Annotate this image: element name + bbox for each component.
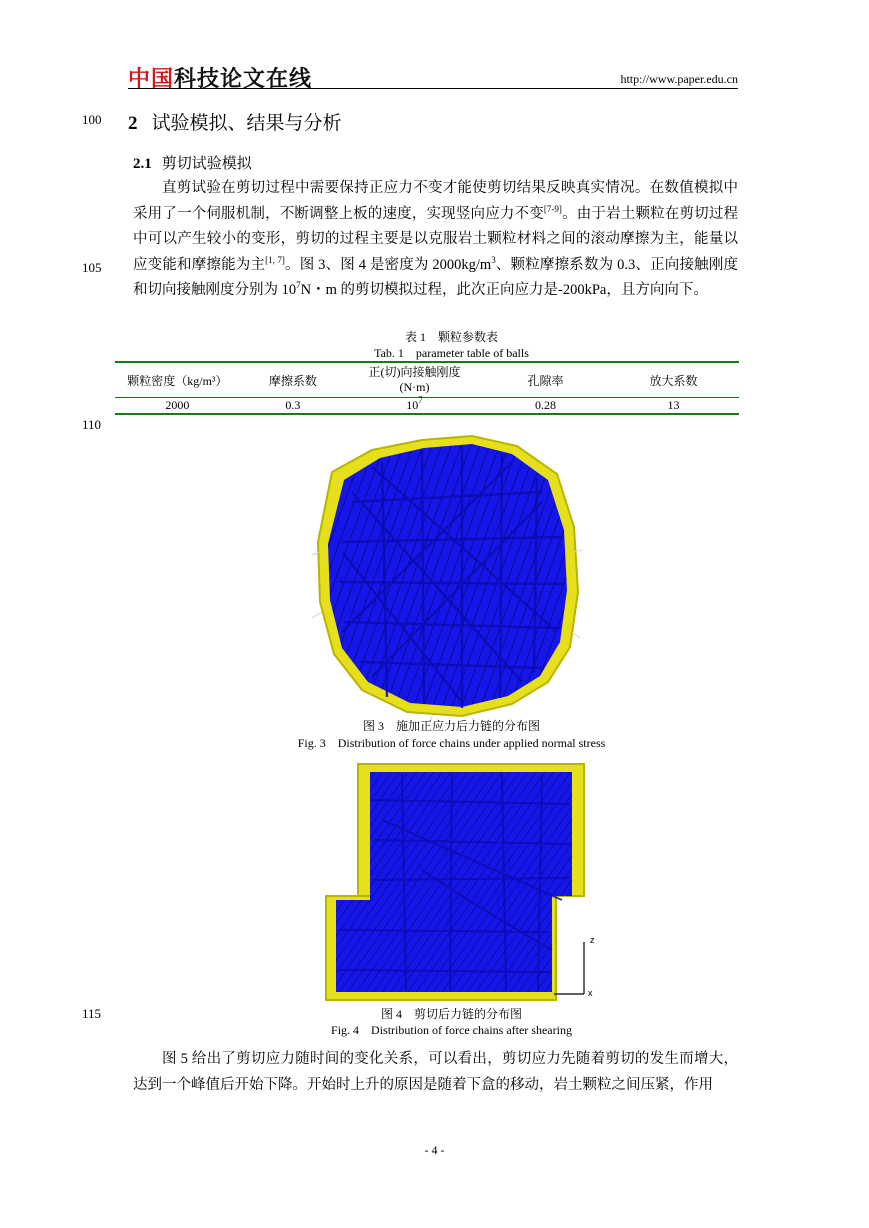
figure4-caption-en: Fig. 4 Distribution of force chains after shearing (331, 1023, 572, 1037)
figure3-caption-cn: 图 3 施加正应力后力链的分布图 (362, 719, 540, 733)
subsection-heading (133, 152, 252, 173)
citation-7-9: [7-9] (543, 203, 562, 214)
body-paragraph-2 (133, 1047, 738, 1098)
table-cell-density: 2000 (165, 398, 190, 412)
p1-part2: 。由于岩土颗粒在剪切过程中可以产生较小的变形，剪切的过程主要是以克服岩土颗粒材料之间的滚动摩擦为主，能量以应变能和摩擦能为主 (133, 205, 739, 273)
table-header-scale: 放大系数 (649, 373, 698, 388)
table-header-friction: 摩擦系数 (268, 373, 317, 388)
axis-label-z: z (590, 935, 595, 945)
p2-text: 图 5 给出了剪切应力随时间的变化关系，可以看出，剪切应力先随着剪切的发生而增大，达到一个峰值后开始下降。开始时上升的原因是随着下盒的移动，岩土颗粒之间压紧，作用 (133, 1051, 738, 1093)
table-cell-stiffness (346, 395, 483, 415)
stiffness-base: 10 (406, 398, 419, 412)
axis-label-x: x (588, 988, 593, 998)
table-cell-porosity: 0.28 (535, 398, 557, 412)
p1-part5: N・m 的剪切模拟过程，此次正向应力是-200kPa，且方向向下。 (300, 282, 708, 298)
p1-sup-3: 3 (491, 254, 496, 265)
logo-red-text: 中国 (128, 67, 175, 92)
section-title: 试验模拟、结果与分析 (151, 113, 342, 134)
table-cell-friction: 0.3 (285, 398, 301, 412)
p1-part4: 、颗粒摩擦系数为 0.3、正向接触刚度和切向接触刚度分别为 10 (133, 256, 739, 298)
table-cell-scale: 13 (667, 398, 680, 412)
figure3-caption-en: Fig. 3 Distribution of force chains under applied normal stress (297, 736, 606, 750)
line-number-115: 115 (82, 1006, 102, 1021)
header-rule (128, 88, 738, 89)
logo-black-text: 科技论文在线 (174, 67, 313, 92)
figure4-caption-cn: 图 4 剪切后力链的分布图 (380, 1007, 522, 1021)
section-number: 2 (128, 113, 138, 134)
body-paragraph-1 (133, 176, 738, 304)
p1-part1: 直剪试验在剪切过程中需要保持正应力不变才能使剪切结果反映真实情况。在数值模拟中采用了一个伺服机制，不断调整上板的速度，实现竖向应力不变 (133, 180, 738, 222)
line-number-100: 100 (82, 112, 102, 127)
table-header-porosity: 孔隙率 (527, 373, 564, 388)
stiffness-exponent: 7 (418, 395, 423, 405)
line-number-105: 105 (82, 260, 102, 275)
subsection-number: 2.1 (133, 156, 152, 172)
p1-sup-7: 7 (296, 280, 301, 290)
p1-part3: 。图 3、图 4 是密度为 2000kg/m (284, 256, 492, 273)
section-heading (128, 108, 342, 135)
page-number: - 4 - (424, 1143, 445, 1157)
axis-indicator (554, 942, 584, 994)
table-row (115, 398, 739, 415)
table1-caption-en: Tab. 1 parameter table of balls (374, 346, 529, 360)
figure4-force-chain-image (322, 760, 604, 1005)
figure3-force-chain-image (312, 432, 582, 722)
table-header-stiffness: 正(切)向接触刚度 (N·m) (368, 365, 461, 394)
parameter-table (115, 361, 739, 415)
table-header-row (115, 362, 739, 398)
subsection-title: 剪切试验模拟 (161, 156, 252, 172)
line-number-110: 110 (82, 417, 102, 432)
citation-1-7: [1, 7] (265, 254, 285, 265)
table1-caption-cn: 表 1 颗粒参数表 (404, 330, 498, 344)
header-url[interactable]: http://www.paper.edu.cn (620, 72, 738, 86)
table-header-density: 颗粒密度（kg/m³） (127, 373, 228, 388)
